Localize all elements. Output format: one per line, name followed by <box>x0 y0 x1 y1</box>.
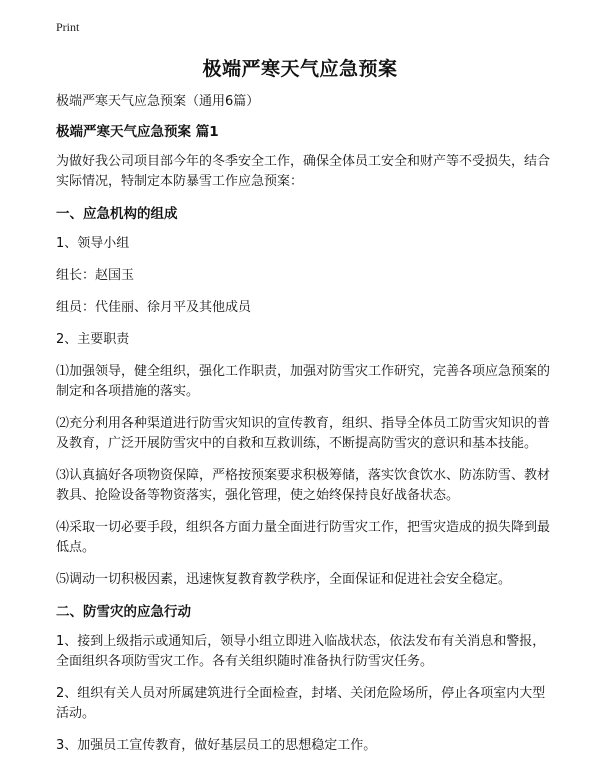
article-heading: 极端严寒天气应急预案 篇1 <box>56 124 219 140</box>
action-item: 1、接到上级指示或通知后，领导小组立即进入临战状态，依法发布有关消息和警报，全面组织各项防雪灾工作。各有关组织随时准备执行防雪灾任务。 <box>56 634 546 669</box>
intro-paragraph: 为做好我公司项目部今年的冬季安全工作，确保全体员工安全和财产等不受损失，结合实际情况，特制定本防暴雪工作应急预案： <box>56 154 551 189</box>
leader-group-label: 1、领导小组 <box>56 236 130 251</box>
section-1-heading: 一、应急机构的组成 <box>56 206 178 222</box>
duty-item: ⑶认真搞好各项物资保障，严格按预案要求积极筹储，落实饮食饮水、防冻防雪、教材教具、抢险设备等物资落实，强化管理，使之始终保持良好战备状态。 <box>56 468 551 503</box>
duties-heading: 2、主要职责 <box>56 332 130 347</box>
group-members: 组员：代佳丽、徐月平及其他成员 <box>56 300 252 315</box>
document-subtitle: 极端严寒天气应急预案（通用6篇） <box>56 94 260 109</box>
action-item: 3、加强员工宣传教育，做好基层员工的思想稳定工作。 <box>56 738 377 753</box>
print-link[interactable]: Print <box>56 20 80 34</box>
section-2-heading: 二、防雪灾的应急行动 <box>56 604 191 620</box>
group-leader: 组长：赵国玉 <box>56 268 135 283</box>
duty-item: ⑵充分利用各种渠道进行防雪灾知识的宣传教育，组织、指导全体员工防雪灾知识的普及教育，广泛开展防雪灾中的自救和互救训练，不断提高防雪灾的意识和基本技能。 <box>56 416 551 451</box>
document-title: 极端严寒天气应急预案 <box>202 58 398 80</box>
duty-item: ⑷采取一切必要手段，组织各方面力量全面进行防雪灾工作，把雪灾造成的损失降到最低点。 <box>56 520 551 555</box>
duty-item: ⑸调动一切积极因素，迅速恢复教育教学秩序，全面保证和促进社会安全稳定。 <box>56 572 512 587</box>
duty-item: ⑴加强领导，健全组织，强化工作职责，加强对防雪灾工作研究，完善各项应急预案的制定和各项措施的落实。 <box>56 364 551 399</box>
document-body <box>56 92 556 768</box>
action-item: 2、组织有关人员对所属建筑进行全面检查，封堵、关闭危险场所，停止各项室内大型活动。 <box>56 686 546 721</box>
